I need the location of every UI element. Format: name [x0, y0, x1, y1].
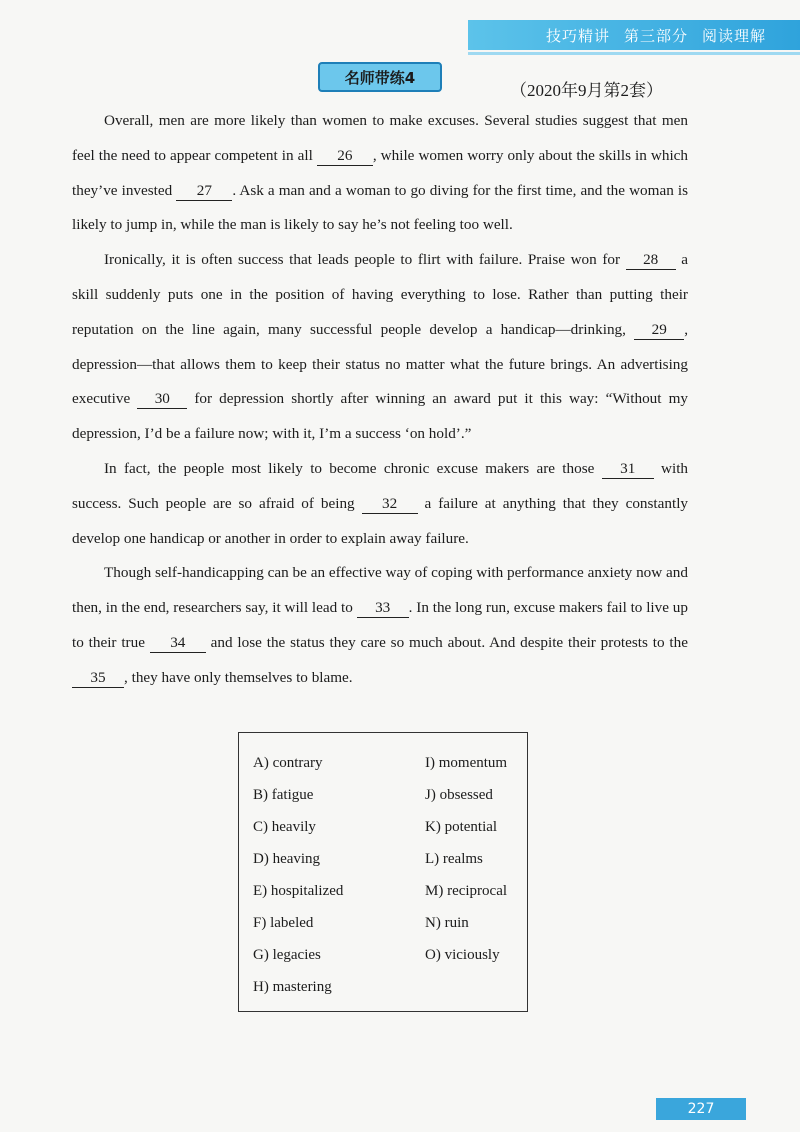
paragraph-1 — [72, 104, 688, 243]
word-bank-left-column — [253, 749, 343, 1005]
p2-text-4: for depression shortly after winning an award put it this way: “Without my depression, I’d be a failure now; with it, I’m a success ‘on hold’.” — [72, 390, 688, 443]
header-item-reading: 阅读理解 — [701, 26, 766, 45]
blank-27: 27 — [176, 182, 232, 201]
option-m: M) reciprocal — [425, 883, 508, 899]
word-bank — [238, 732, 528, 1012]
paragraph-2 — [72, 243, 688, 452]
header-item-part: 第三部分 — [623, 26, 688, 45]
blank-33: 33 — [357, 599, 409, 618]
p2-text-2: a skill suddenly puts one in the position of having everything to lose. Rather than putting their reputation on the line again, many successful people develop a handicap—drinking, — [72, 251, 689, 338]
blank-34: 34 — [150, 634, 206, 653]
option-h: H) mastering — [253, 979, 332, 995]
header-stripe — [468, 52, 800, 55]
passage — [72, 104, 688, 696]
option-k: K) potential — [425, 819, 498, 835]
paragraph-4 — [72, 556, 688, 695]
option-f: F) labeled — [253, 915, 314, 931]
option-d: D) heaving — [253, 851, 321, 867]
option-o: O) viciously — [425, 947, 500, 963]
option-c: C) heavily — [253, 819, 316, 835]
p1-text-1: Overall, men are more likely than women to make excuses. Several studies suggest that men feel the need to appear competent in all — [72, 112, 688, 164]
option-g: G) legacies — [253, 947, 321, 963]
blank-26: 26 — [317, 147, 373, 166]
chapter-header — [468, 20, 800, 50]
page-number: 227 — [656, 1098, 746, 1120]
p3-text-3: a failure at anything that they constantly develop one handicap or another in order to explain away failure. — [72, 494, 689, 547]
option-j: J) obsessed — [425, 787, 493, 803]
p1-text-3: . Ask a man and a woman to go diving for the first time, and the woman is likely to jump in, while the man is likely to say he’s not feeling too well. — [72, 181, 688, 234]
option-b: B) fatigue — [253, 787, 314, 803]
blank-30: 30 — [137, 390, 187, 409]
paragraph-3 — [72, 452, 688, 556]
blank-32: 32 — [362, 495, 418, 514]
p4-text-3: and lose the status they care so much about. And despite their protests to the — [210, 633, 688, 651]
p2-text-3: , depression—that allows them to keep their status no matter what the future brings. An advertising executive — [72, 320, 688, 408]
section-badge: 名师带练4 — [318, 62, 442, 92]
p1-text-2: , while women worry only about the skills in which they’ve invested — [72, 146, 689, 199]
option-i: I) momentum — [425, 755, 508, 771]
p2-text-1: Ironically, it is often success that leads people to flirt with failure. Praise won for — [104, 251, 621, 269]
blank-31: 31 — [602, 460, 654, 479]
blank-29: 29 — [634, 321, 684, 340]
option-n: N) ruin — [425, 915, 469, 931]
header-item-technique: 技巧精讲 — [545, 26, 610, 45]
option-l: L) realms — [425, 851, 483, 867]
p4-text-1: Though self-handicapping can be an effective way of coping with performance anxiety now and then, in the end, researchers say, it will lead to — [72, 564, 688, 617]
blank-28: 28 — [626, 251, 676, 270]
blank-35: 35 — [72, 669, 124, 688]
option-a: A) contrary — [253, 755, 323, 771]
p4-text-4: , they have only themselves to blame. — [124, 668, 353, 686]
option-e: E) hospitalized — [253, 883, 344, 899]
word-bank-right-column — [425, 749, 507, 973]
p4-text-2: . In the long run, excuse makers fail to live up to their true — [72, 599, 688, 651]
source-note: （2020年9月第2套） — [510, 81, 663, 100]
p3-text-1: In fact, the people most likely to become chronic excuse makers are those — [104, 459, 595, 477]
p3-text-2: with success. Such people are so afraid of being — [72, 459, 689, 512]
